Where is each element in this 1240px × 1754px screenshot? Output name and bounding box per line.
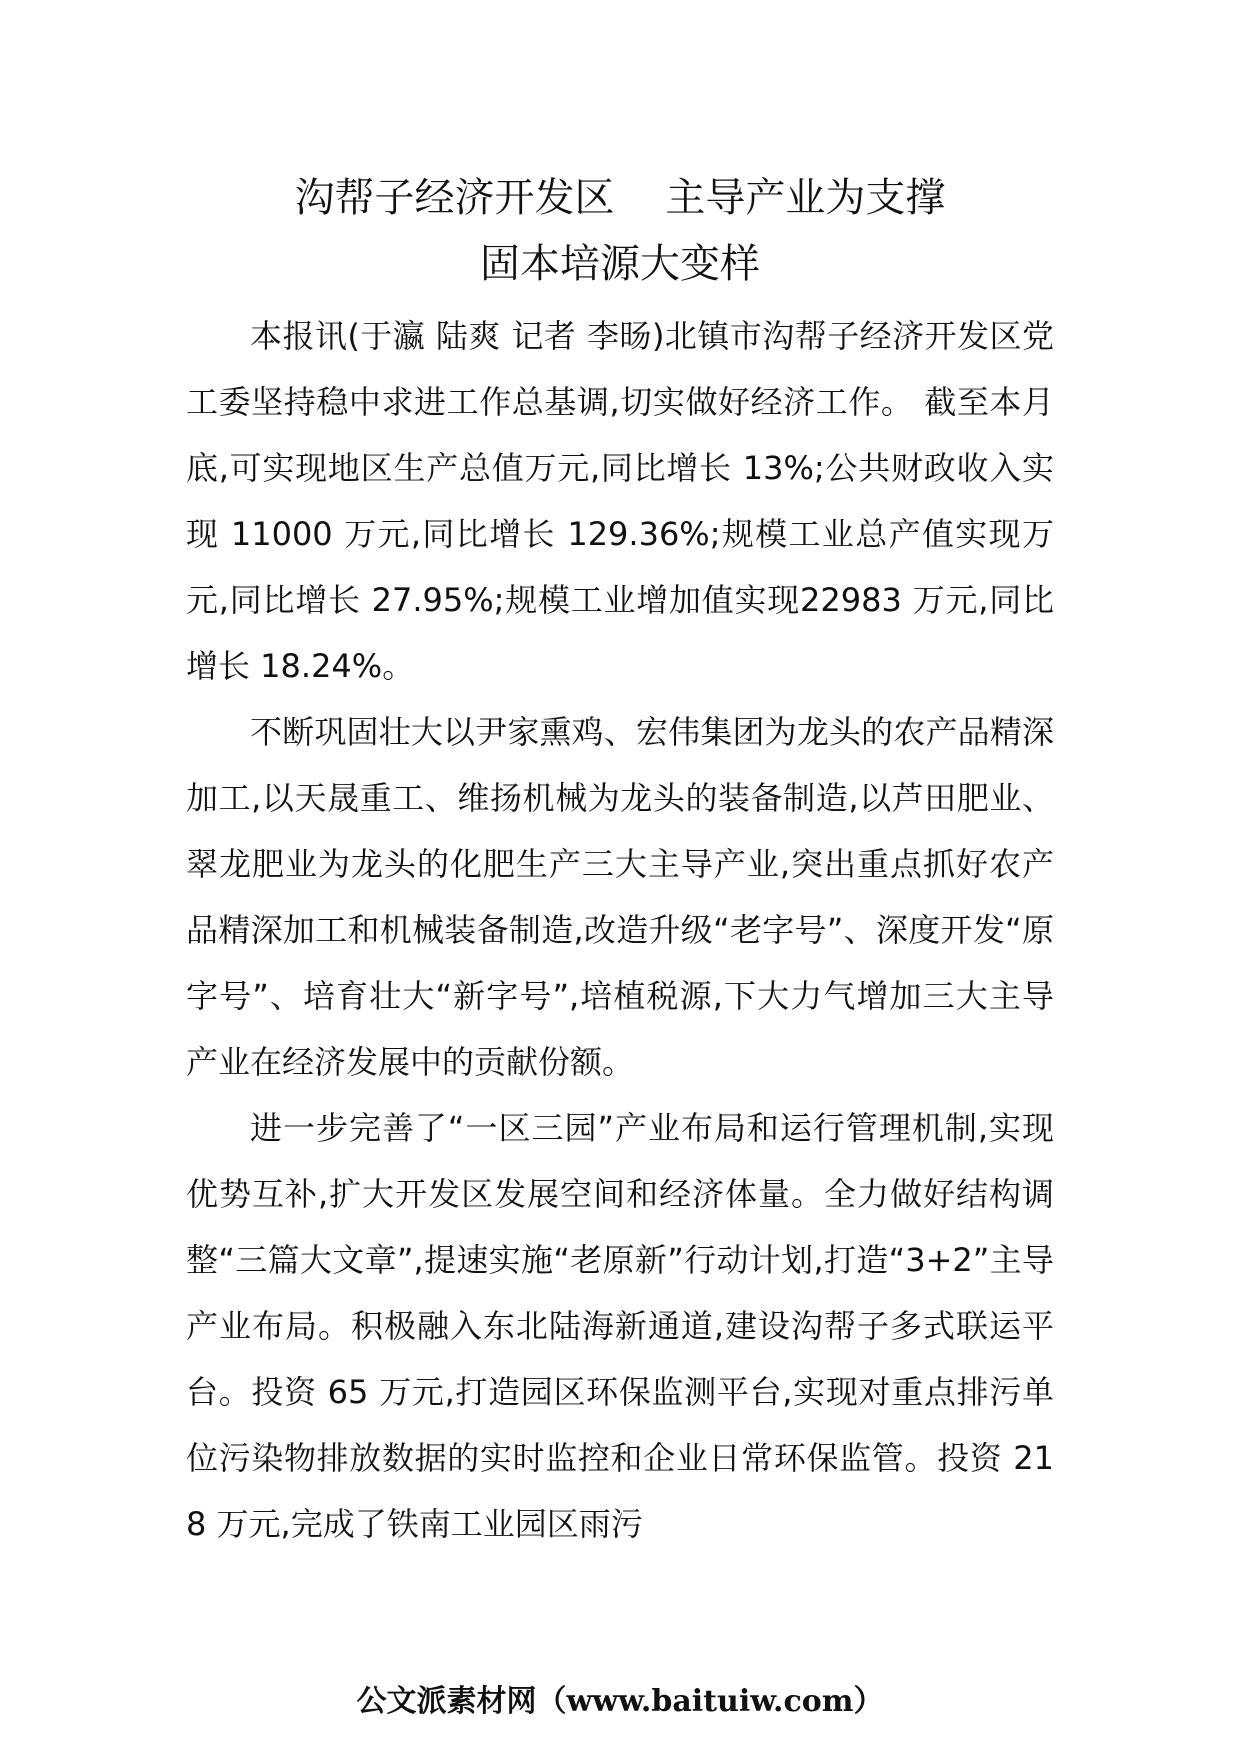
paragraph-2: 不断巩固壮大以尹家熏鸡、宏伟集团为龙头的农产品精深加工,以天晟重工、维扬机械为龙头的装备制造,以芦田肥业、翠龙肥业为龙头的化肥生产三大主导产业,突出重点抓好农产品精深加工和机械装备制造,改造升级“老字号”、深度开发“原字号”、培育壮大“新字号”,培植税源,下大力气增加三大主导产业在经济发展中的贡献份额。 — [186, 713, 1054, 1081]
paragraph-3: 进一步完善了“一区三园”产业布局和运行管理机制,实现优势互补,扩大开发区发展空间和经济体量。全力做好结构调整“三篇大文章”,提速实施“老原新”行动计划,打造“3+2”主导产业布局。积极融入东北陆海新通道,建设沟帮子多式联运平台。投资 65 万元,打造园区环保监测平台,实现对重点排污单位污染物排放数据的实时监控和企业日常环保监管。投资 218 万元,完成了铁南工业园区雨污 — [186, 1109, 1054, 1543]
article-title-line-1: 沟帮子经济开发区 主导产业为支撑 — [294, 175, 946, 221]
footer-watermark: 公文派素材网（www.baituiw.com） — [356, 1684, 884, 1719]
article-title-line-2: 固本培源大变样 — [480, 241, 760, 287]
article-body — [186, 303, 1054, 1557]
paragraph-1: 本报讯(于瀛 陆爽 记者 李旸)北镇市沟帮子经济开发区党工委坚持稳中求进工作总基调,切实做好经济工作。 截至本月底,可实现地区生产总值万元,同比增长 13%;公共财政收入实现 11000 万元,同比增长 129.36%;规模工业总产值实现万元,同比增长 27.95%;规模工业增加值实现22983 万元,同比增长 18.24%。 — [186, 317, 1054, 685]
